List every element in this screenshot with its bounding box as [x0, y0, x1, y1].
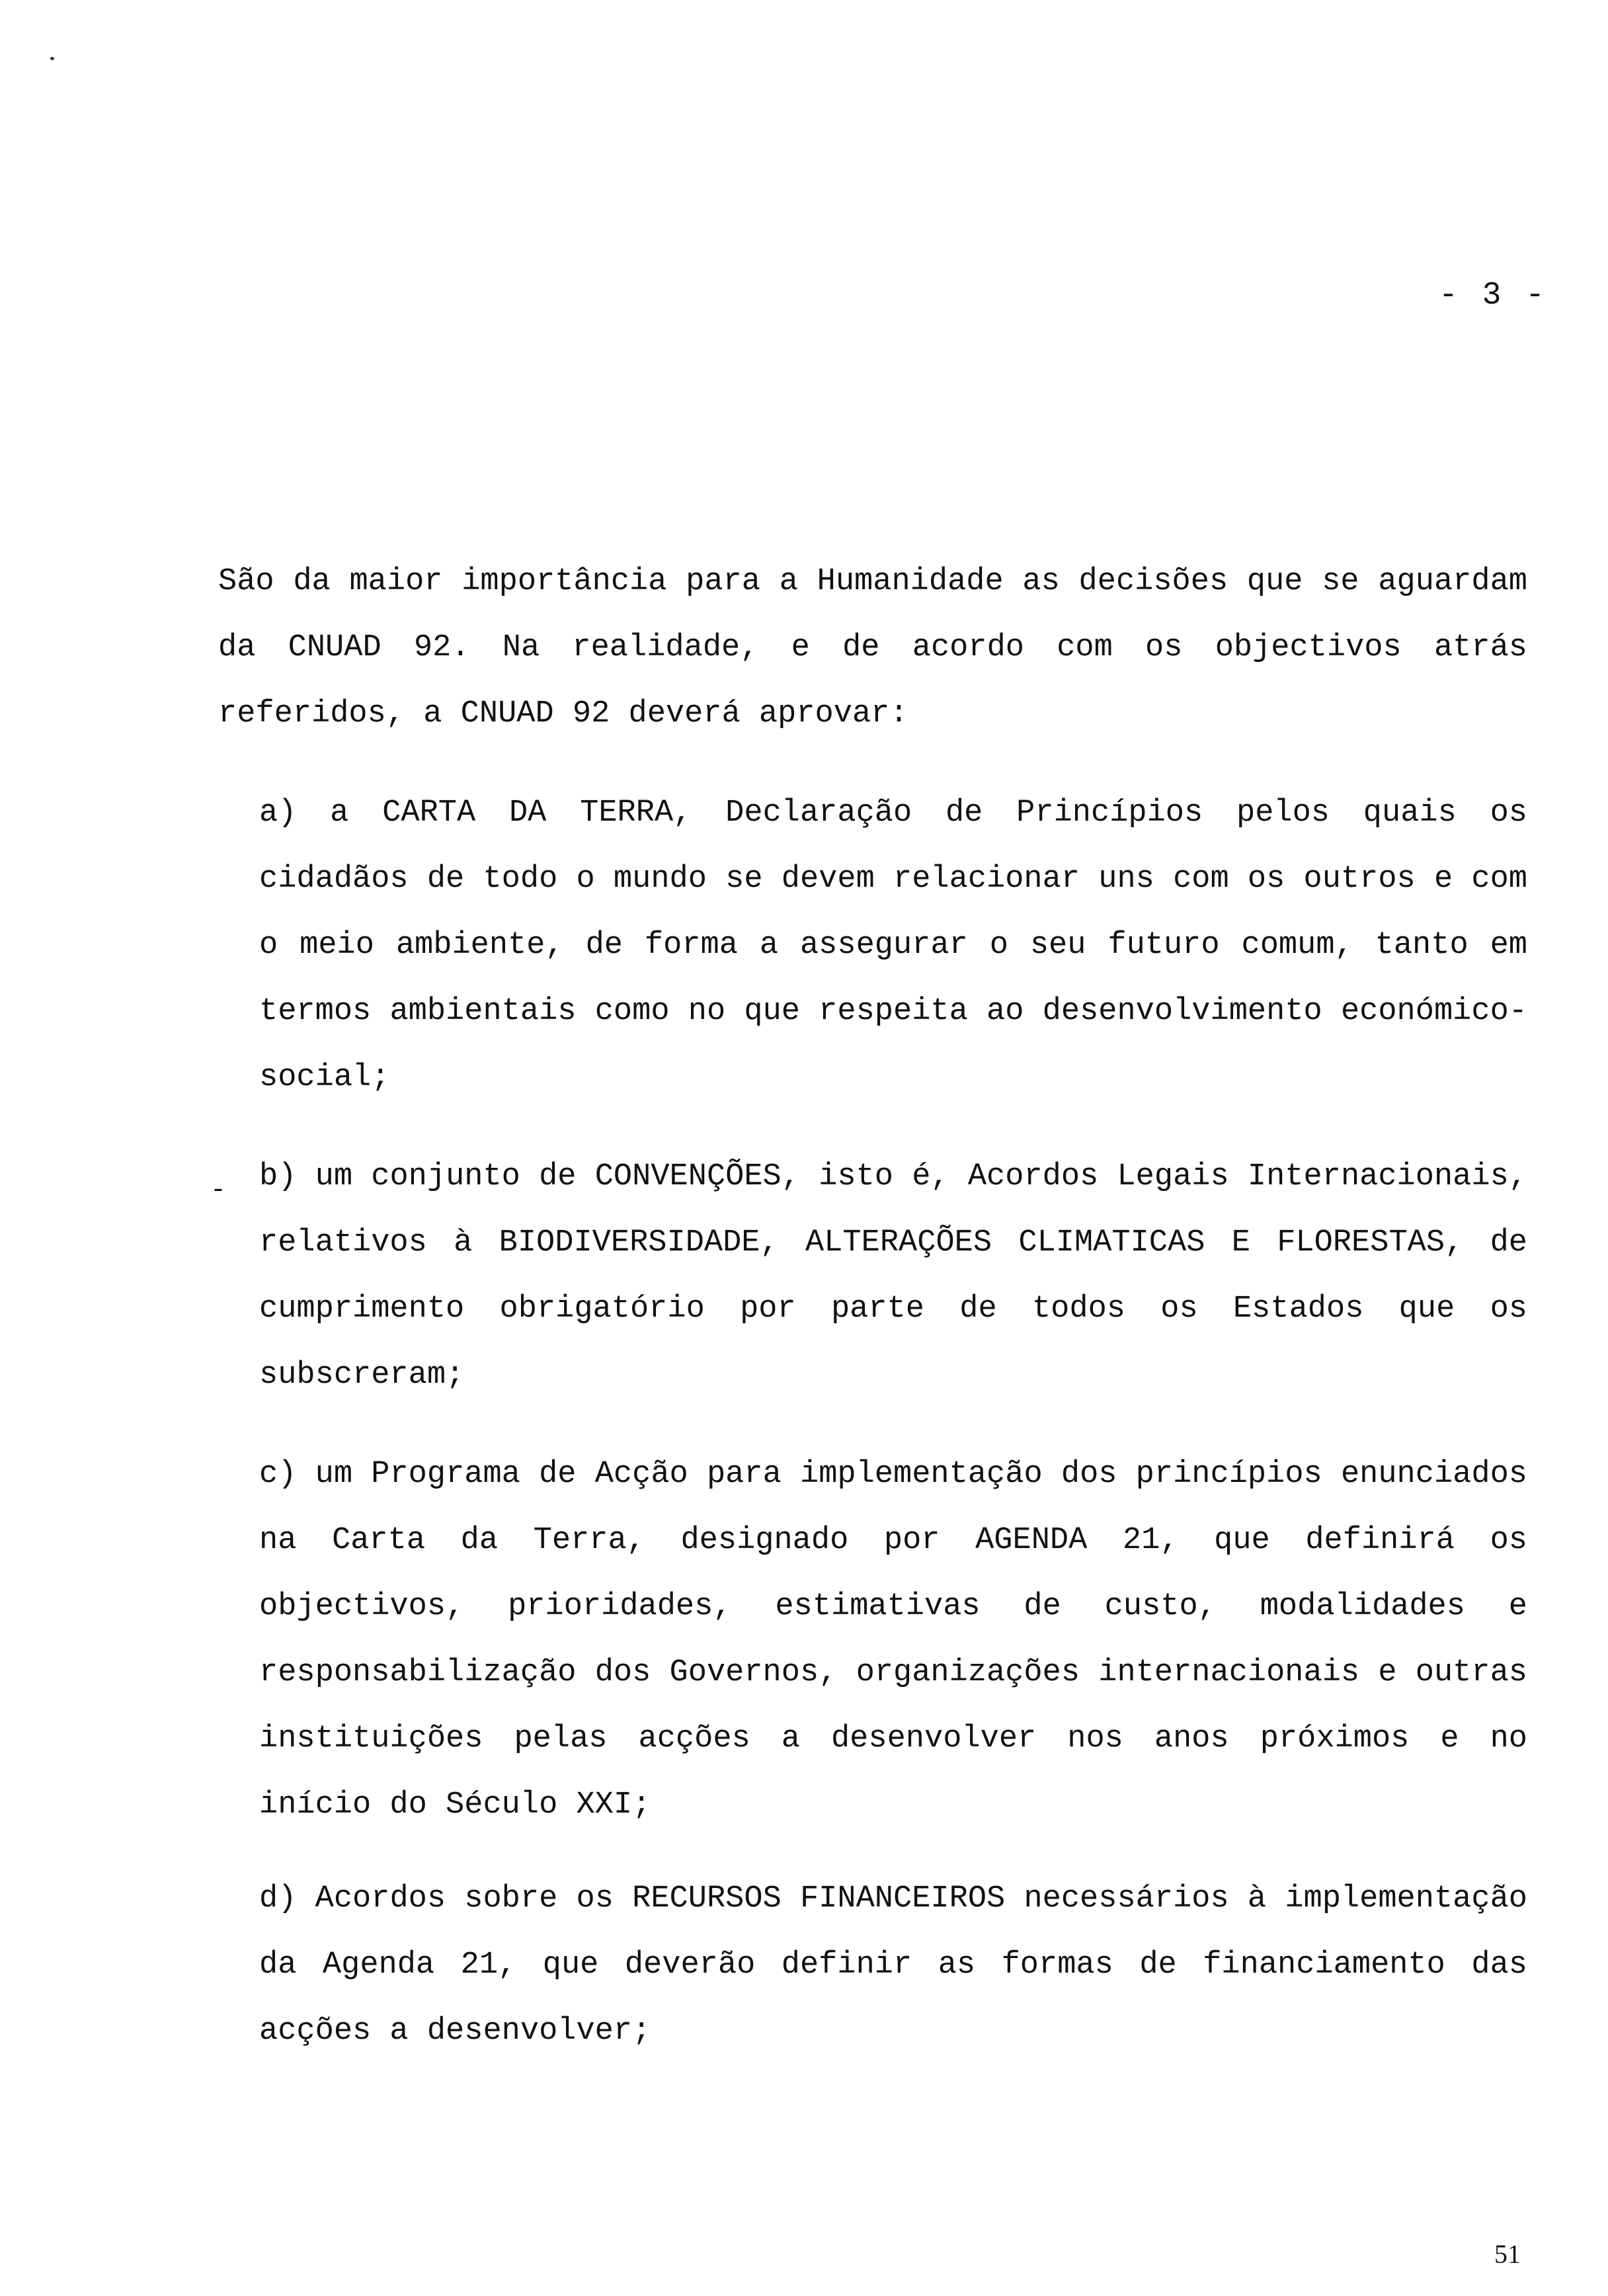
list-item-b: b) um conjunto de CONVENÇÕES, isto é, Acordos Legais Internacionais, relativos à BIODIVERSIDADE, ALTERAÇÕES CLIMATICAS E FLORESTAS, de cumprimento obrigatório por parte de todos os Estados que os subscreram; [259, 1159, 1527, 1393]
margin-dash-mark: - [210, 1176, 227, 1206]
list-item-a: a) a CARTA DA TERRA, Declaração de Princípios pelos quais os cidadãos de todo o mundo se devem relacionar uns com os outros e com o meio ambiente, de forma a assegurar o seu futuro comum, tanto em termos ambientais como no que respeita ao desenvolvimento económico-social; [259, 796, 1527, 1095]
list-item-d: d) Acordos sobre os RECURSOS FINANCEIROS necessários à implementação da Agenda 21, que deverão definir as formas de financiamento das acções a desenvolver; [259, 1881, 1527, 2049]
scan-speck [50, 57, 54, 60]
intro-paragraph: São da maior importância para a Humanidade as decisões que se aguardam da CNUAD 92. Na realidade, e de acordo com os objectivos atrás referidos, a CNUAD 92 deverá aprovar: [218, 564, 1527, 731]
page-marker: - 3 - [1438, 278, 1547, 313]
sheet-number: 51 [1494, 2239, 1521, 2269]
list-item-c: c) um Programa de Acção para implementação dos princípios enunciados na Carta da Terra, designado por AGENDA 21, que definirá os objectivos, prioridades, estimativas de custo, modalidades e responsabilização dos Governos, organizações internacionais e outras instituições pelas acções a desenvolver nos anos próximos e no início do Século XXI; [259, 1457, 1527, 1823]
